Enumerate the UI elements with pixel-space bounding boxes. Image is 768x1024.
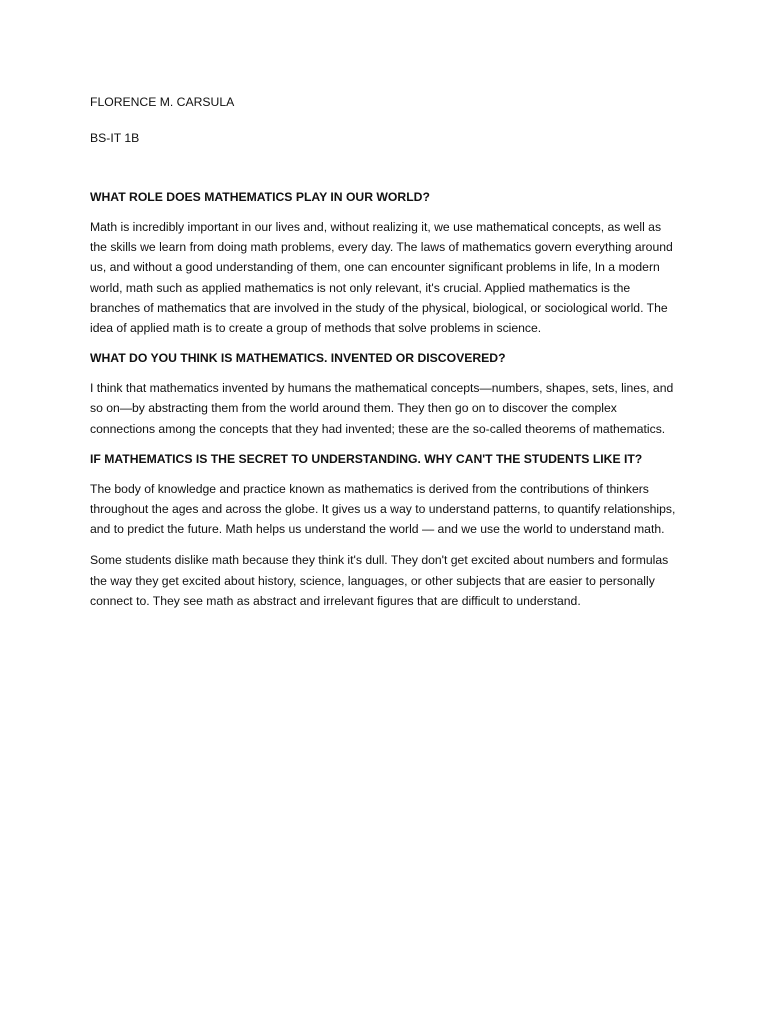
answer-3-paragraph-1: The body of knowledge and practice known as mathematics is derived from the contributions of thinkers throughout the ages and across the globe. It gives us a way to understand patterns, to quantify relationships, and to predict the future. Math helps us understand the world — and we use the world to understand math. <box>90 481 676 537</box>
question-3-heading: IF MATHEMATICS IS THE SECRET TO UNDERSTANDING. WHY CAN'T THE STUDENTS LIKE IT? <box>90 451 643 466</box>
question-1-heading: WHAT ROLE DOES MATHEMATICS PLAY IN OUR WORLD? <box>90 190 430 204</box>
author-name: FLORENCE M. CARSULA <box>90 95 235 109</box>
document-body <box>90 93 678 622</box>
answer-2-paragraph: I think that mathematics invented by humans the mathematical concepts—numbers, shapes, sets, lines, and so on—by abstracting them from the world around them. They then go on to discover the complex connections among the concepts that they had invented; these are the so-called theorems of mathematics. <box>90 381 674 436</box>
answer-1-paragraph: Math is incredibly important in our lives and, without realizing it, we use mathematical concepts, as well as the skills we learn from doing math problems, every day. The laws of mathematics govern everything around us, and without a good understanding of them, one can encounter significant problems in life, In a modern world, math such as applied mathematics is not only relevant, it's crucial. Applied mathematics is the branches of mathematics that are involved in the study of the physical, biological, or sociological world. The idea of applied math is to create a group of methods that solve problems in science. <box>90 220 673 336</box>
class-section: BS-IT 1B <box>90 131 140 145</box>
question-2-heading: WHAT DO YOU THINK IS MATHEMATICS. INVENTED OR DISCOVERED? <box>90 351 506 366</box>
answer-3-paragraph-2: Some students dislike math because they think it's dull. They don't get excited about numbers and formulas the way they get excited about history, science, languages, or other subjects that are easier to personally connect to. They see math as abstract and irrelevant figures that are difficult to understand. <box>90 553 669 608</box>
